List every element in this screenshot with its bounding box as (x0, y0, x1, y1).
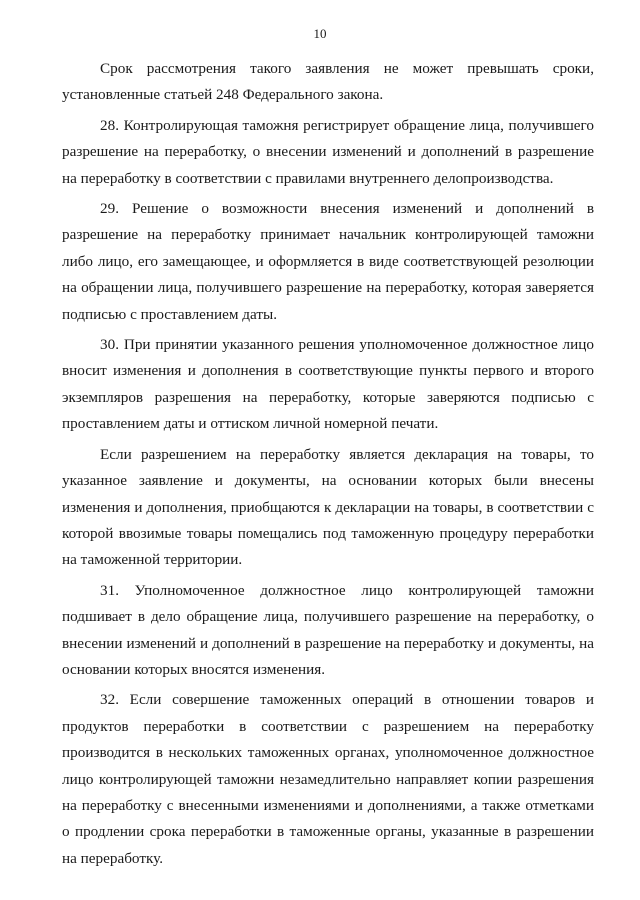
page-number: 10 (313, 26, 327, 41)
paragraph-32: 32. Если совершение таможенных операций в отношении товаров и продуктов переработки в соответствии с разрешением на переработку производится в нескольких таможенных органах, уполномоченное должностное лицо контролирующей таможни незамедлительно направляет копии разрешения на переработку с внесенными изменениями и дополнениями, а также отметками о продлении срока переработки в таможенные органы, указанные в разрешении на переработку. (62, 691, 594, 867)
paragraph-29: 29. Решение о возможности внесения изменений и дополнений в разрешение на переработку принимает начальник контролирующей таможни либо лицо, его замещающее, и оформляется в виде соответствующей резолюции на обращении лица, получившего разрешение на переработку, которая заверяется подписью с проставлением даты. (62, 200, 594, 323)
paragraph-review-period: Срок рассмотрения такого заявления не может превышать сроки, установленные статьей 248 Федерального закона. (62, 60, 594, 104)
paragraph-31: 31. Уполномоченное должностное лицо контролирующей таможни подшивает в дело обращение лица, получившего разрешение на переработку, о внесении изменений и дополнений в разрешение на переработку и документы, на основании которых вносятся изменения. (62, 581, 594, 678)
paragraph-30: 30. При принятии указанного решения уполномоченное должностное лицо вносит изменения и дополнения в соответствующие пункты первого и второго экземпляров разрешения на переработку, которые заверяются подписью с проставлением даты и оттиском личной номерной печати. (62, 336, 594, 433)
paragraph-30-declaration: Если разрешением на переработку является декларация на товары, то указанное заявление и документы, на основании которых были внесены изменения и дополнения, приобщаются к декларации на товары, в соответствии с которой ввозимые товары помещались под таможенную процедуру переработки на таможенной территории. (62, 445, 594, 569)
paragraph-28: 28. Контролирующая таможня регистрирует обращение лица, получившего разрешение на переработку, о внесении изменений и дополнений в разрешение на переработку в соответствии с правилами внутреннего делопроизводства. (62, 116, 594, 187)
document-body (62, 56, 594, 872)
